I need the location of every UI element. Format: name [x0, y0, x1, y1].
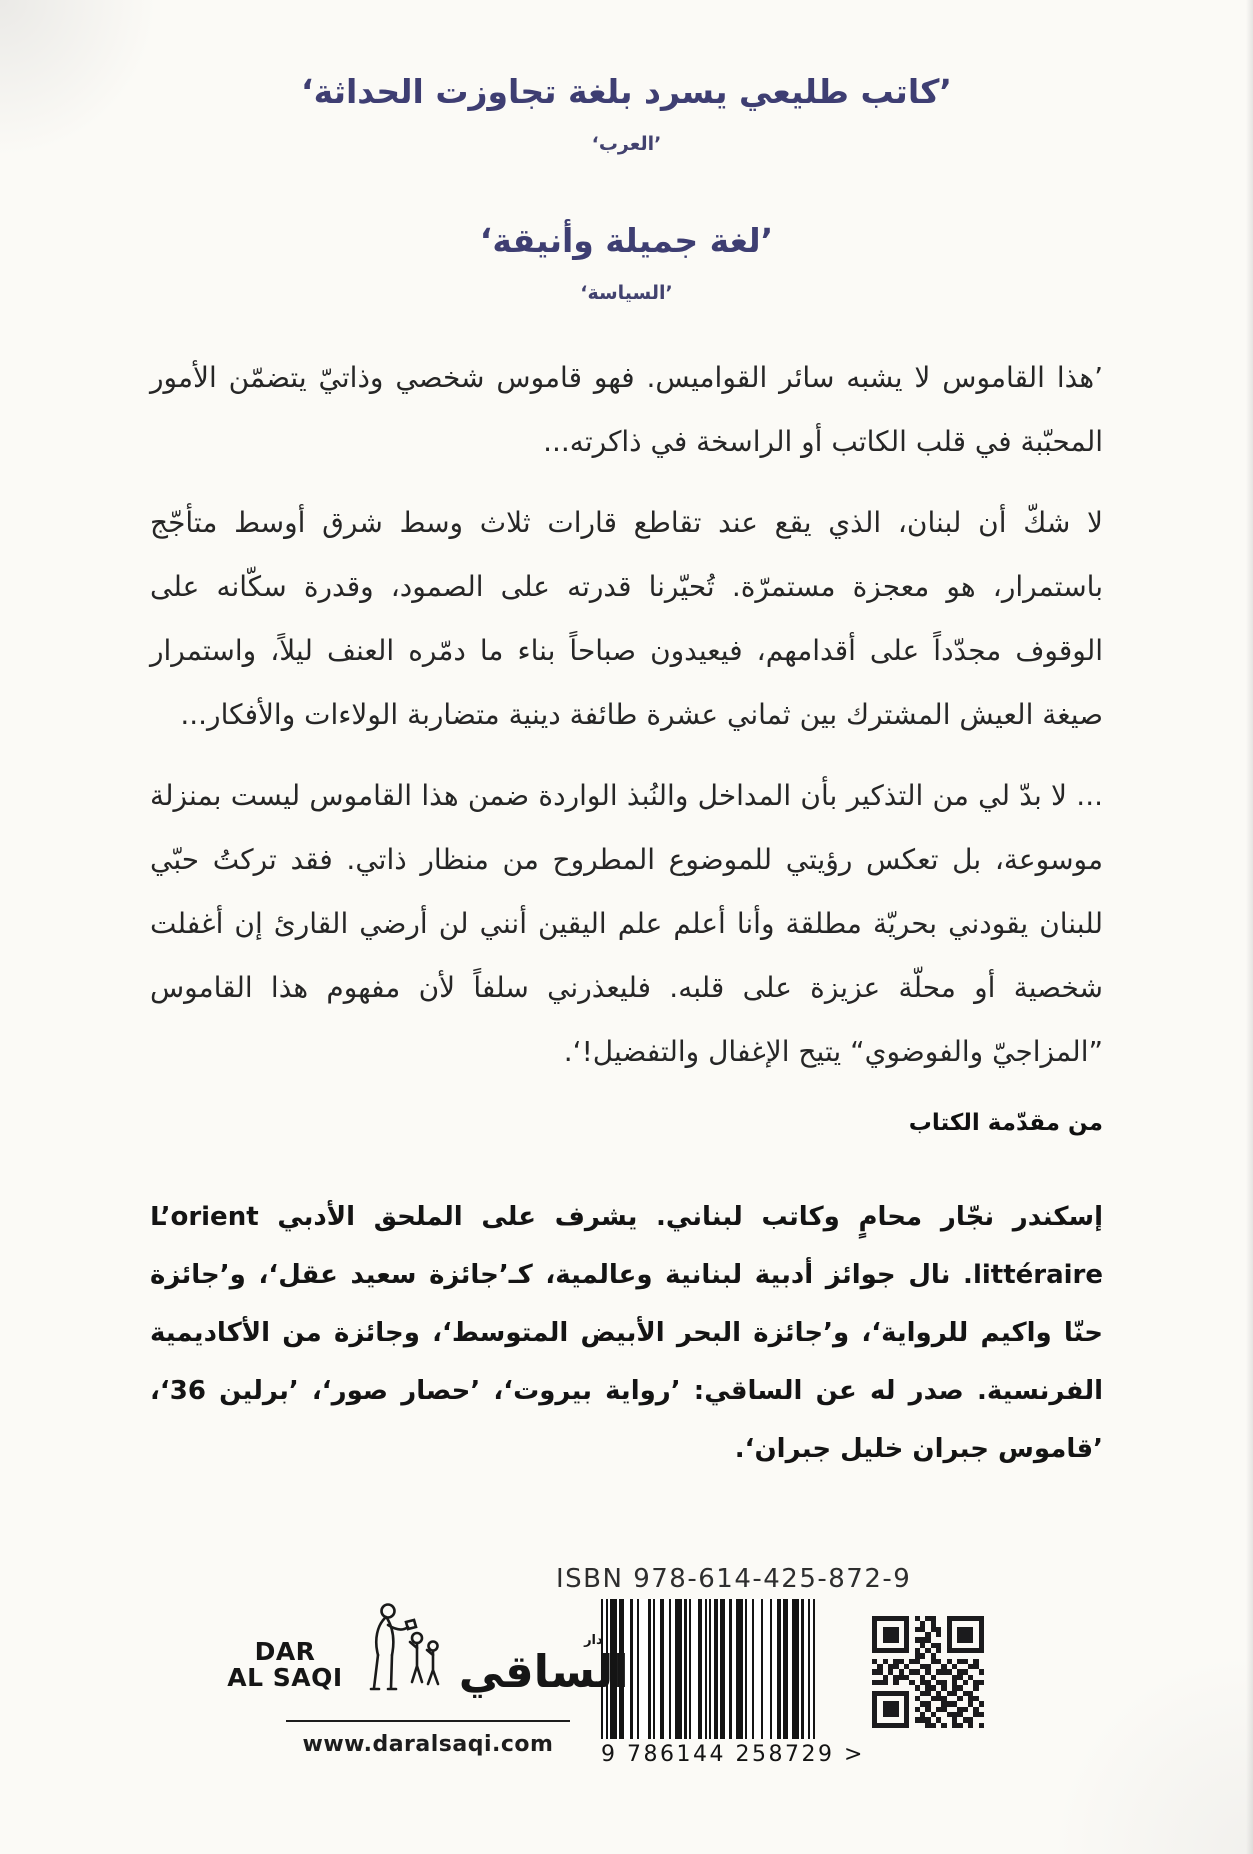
quote-source: ’العرب‘: [591, 133, 662, 155]
quote-text: ’لغة جميلة وأنيقة‘: [479, 221, 774, 260]
publisher-arabic-dar: دار: [584, 1633, 603, 1648]
isbn-label: ISBN 978-614-425-872-9: [556, 1564, 912, 1594]
back-cover-text: [150, 346, 1103, 1478]
author-bio: إسكندر نجّار محامٍ وكاتب لبناني. يشرف على الملحق الأدبي L’orient littéraire. نال جوائز أدبية لبنانية وعالمية، كـ’جائزة سعيد عقل‘، و’جائزة حنّا واكيم للرواية‘، و’جائزة البحر الأبيض المتوسط‘، وجائزة من الأكاديمية الفرنسية. صدر له عن الساقي: ’رواية بيروت‘، ’حصار صور‘، ’برلين 36‘، ’قاموس جبران خليل جبران‘.: [150, 1202, 1103, 1464]
body-paragraph: ... لا بدّ لي من التذكير بأن المداخل والنُبذ الواردة ضمن هذا القاموس ليست بمنزلة موسوعة، بل تعكس رؤيتي للموضوع المطروح من منظار ذاتي. فقد تركتُ حبّي للبنان يقودني بحريّة مطلقة وأنا أعلم علم اليقين أنني لن أرضي القارئ إن أغفلت شخصية أو محلّة عزيزة على قلبه. فليعذرني سلفاً لأن مفهوم هذا القاموس ”المزاجيّ والفوضوي“ يتيح الإغفال والتفضيل!‘.: [150, 779, 1103, 1068]
divider: [286, 1720, 570, 1722]
publisher-wordmark-line: DAR: [254, 1637, 316, 1666]
publisher-arabic-calligraphy: [458, 1633, 629, 1698]
press-quote: [0, 221, 1253, 304]
attribution: من مقدّمة الكتاب: [908, 1110, 1103, 1136]
description-paragraphs: [150, 346, 1103, 1084]
body-paragraph: لا شكّ أن لبنان، الذي يقع عند تقاطع قارات ثلاث وسط شرق أوسط متأجّج باستمرار، هو معجزة مستمرّة. تُحيّرنا قدرته على الصمود، وقدرة سكّانه على الوقوف مجدّداً على أقدامهم، فيعيدون صباحاً بناء ما دمّره العنف ليلاً، واستمرار صيغة العيش المشترك بين ثماني عشرة طائفة دينية متضاربة الولاءات والأفكار...: [150, 506, 1103, 731]
quote-text: ’كاتب طليعي يسرد بلغة تجاوزت الحداثة‘: [301, 72, 952, 111]
quote-source: ’السياسة‘: [580, 282, 673, 304]
barcode: [601, 1599, 865, 1767]
barcode-digits: 9 786144 258729 >: [601, 1742, 865, 1767]
press-quotes: [0, 72, 1253, 304]
publisher-wordmark: [227, 1639, 342, 1690]
body-paragraph: ’هذا القاموس لا يشبه سائر القواميس. فهو قاموس شخصي وذاتيّ يتضمّن الأمور المحبّبة في قلب الكاتب أو الراسخة في ذاكرته...: [150, 361, 1103, 458]
qr-code-icon: [872, 1616, 984, 1728]
publisher-website: www.daralsaqi.com: [302, 1732, 554, 1757]
publisher-logo: [227, 1596, 629, 1757]
press-quote: [0, 72, 1253, 155]
publisher-logo-row: [227, 1596, 629, 1716]
publisher-arabic-name: الساقي: [458, 1645, 629, 1698]
saqi-water-carrier-icon: [351, 1598, 451, 1716]
publisher-wordmark-line: AL SAQI: [227, 1662, 343, 1692]
barcode-bars-icon: [601, 1599, 815, 1739]
